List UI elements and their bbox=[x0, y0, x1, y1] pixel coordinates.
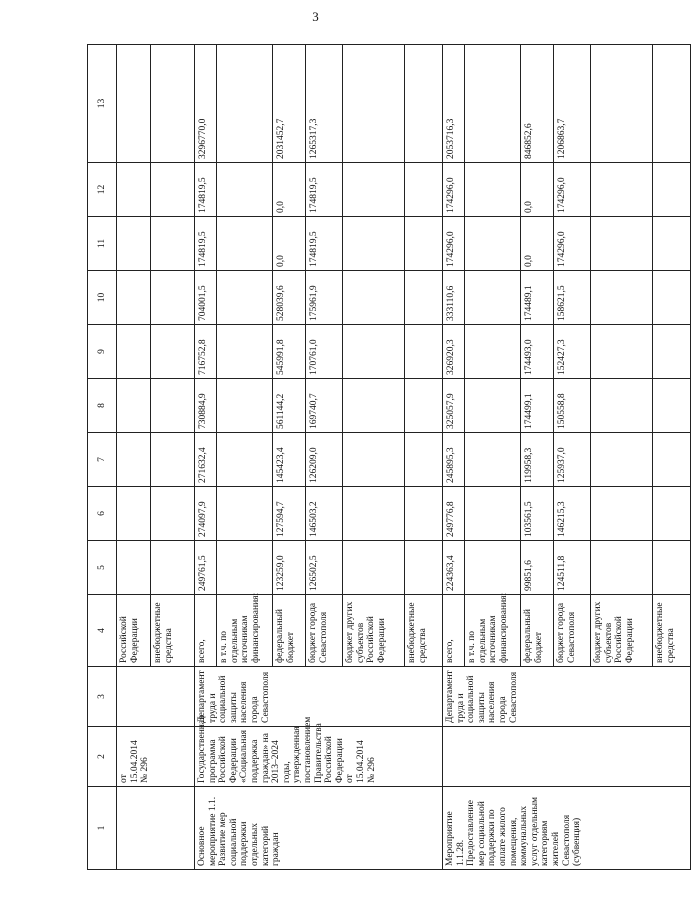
value-cell: 123259,0 bbox=[273, 541, 306, 595]
value-cell: 528039,6 bbox=[273, 271, 306, 325]
value-cell bbox=[117, 45, 151, 163]
source-label: федеральный бюджет bbox=[273, 595, 306, 667]
column-number: 6 bbox=[88, 487, 117, 541]
source-label: внебюджетные средства bbox=[151, 595, 195, 667]
value-cell bbox=[343, 271, 405, 325]
value-cell: 249776,8 bbox=[443, 487, 465, 541]
value-cell: 274097,9 bbox=[195, 487, 217, 541]
value-cell bbox=[151, 163, 195, 217]
column-number: 9 bbox=[88, 325, 117, 379]
table-row bbox=[443, 45, 465, 870]
value-cell: 145423,4 bbox=[273, 433, 306, 487]
value-cell bbox=[343, 163, 405, 217]
value-cell bbox=[343, 45, 405, 163]
value-cell: 124511,8 bbox=[554, 541, 591, 595]
value-cell: 152427,3 bbox=[554, 325, 591, 379]
value-cell: 174489,1 bbox=[521, 271, 554, 325]
value-cell bbox=[151, 541, 195, 595]
source-label: всего, bbox=[443, 595, 465, 667]
value-cell bbox=[465, 271, 521, 325]
value-cell: 3296770,0 bbox=[195, 45, 217, 163]
value-cell: 174296,0 bbox=[443, 217, 465, 271]
value-cell: 174819,5 bbox=[306, 163, 343, 217]
column-number: 5 bbox=[88, 541, 117, 595]
executor: Департамент труда и социальной защиты населения города Севастополя bbox=[195, 667, 443, 727]
value-cell bbox=[465, 379, 521, 433]
value-cell bbox=[591, 217, 653, 271]
value-cell bbox=[591, 45, 653, 163]
value-cell bbox=[405, 45, 443, 163]
value-cell bbox=[653, 217, 691, 271]
value-cell: 174296,0 bbox=[443, 163, 465, 217]
column-number: 3 bbox=[88, 667, 117, 727]
value-cell bbox=[151, 487, 195, 541]
value-cell bbox=[465, 541, 521, 595]
value-cell bbox=[117, 163, 151, 217]
value-cell bbox=[217, 217, 273, 271]
value-cell bbox=[591, 163, 653, 217]
value-cell bbox=[591, 487, 653, 541]
value-cell bbox=[405, 433, 443, 487]
program-ref: Государственная программа Российской Федерации «Социальная поддержка граждан» на 2013–2024 годы, утвержденная постановлением Правительства Российской Федерации от 15.04.2014 № 296 bbox=[195, 727, 443, 787]
value-cell: 0,0 bbox=[521, 217, 554, 271]
value-cell: 146503,2 bbox=[306, 487, 343, 541]
value-cell: 545991,8 bbox=[273, 325, 306, 379]
value-cell bbox=[343, 433, 405, 487]
value-cell bbox=[405, 325, 443, 379]
value-cell bbox=[151, 325, 195, 379]
table-row bbox=[195, 45, 217, 870]
value-cell bbox=[465, 217, 521, 271]
value-cell: 704001,5 bbox=[195, 271, 217, 325]
header-row bbox=[88, 45, 117, 870]
value-cell: 126209,0 bbox=[306, 433, 343, 487]
value-cell: 119958,3 bbox=[521, 433, 554, 487]
value-cell: 224363,4 bbox=[443, 541, 465, 595]
column-number: 10 bbox=[88, 271, 117, 325]
value-cell bbox=[343, 325, 405, 379]
value-cell: 0,0 bbox=[273, 217, 306, 271]
value-cell bbox=[653, 541, 691, 595]
value-cell bbox=[217, 541, 273, 595]
executor: Департамент труда и социальной защиты населения города Севастополя bbox=[443, 667, 691, 727]
value-cell: 271632,4 bbox=[195, 433, 217, 487]
value-cell bbox=[151, 379, 195, 433]
column-number: 4 bbox=[88, 595, 117, 667]
column-number: 1 bbox=[88, 787, 117, 870]
column-number: 11 bbox=[88, 217, 117, 271]
source-label: бюджет других субъектов Российской Федерации bbox=[591, 595, 653, 667]
carry-row bbox=[117, 45, 151, 870]
value-cell bbox=[405, 487, 443, 541]
empty-cell bbox=[117, 667, 195, 727]
value-cell bbox=[405, 379, 443, 433]
value-cell: 2053716,3 bbox=[443, 45, 465, 163]
value-cell: 326920,3 bbox=[443, 325, 465, 379]
value-cell bbox=[591, 433, 653, 487]
value-cell bbox=[405, 541, 443, 595]
value-cell: 125937,0 bbox=[554, 433, 591, 487]
value-cell bbox=[217, 433, 273, 487]
value-cell bbox=[117, 217, 151, 271]
value-cell bbox=[343, 379, 405, 433]
value-cell: 158621,5 bbox=[554, 271, 591, 325]
value-cell: 0,0 bbox=[521, 163, 554, 217]
column-number: 7 bbox=[88, 433, 117, 487]
value-cell bbox=[217, 163, 273, 217]
value-cell: 174819,5 bbox=[195, 217, 217, 271]
value-cell bbox=[653, 163, 691, 217]
value-cell bbox=[465, 325, 521, 379]
column-number: 12 bbox=[88, 163, 117, 217]
value-cell: 99851,6 bbox=[521, 541, 554, 595]
rotated-table-area bbox=[87, 45, 676, 870]
value-cell bbox=[653, 271, 691, 325]
value-cell: 174296,0 bbox=[554, 163, 591, 217]
source-label: всего, bbox=[195, 595, 217, 667]
source-label: в т.ч. по отдельным источникам финансирования: bbox=[217, 595, 273, 667]
rotated-table bbox=[87, 45, 676, 870]
value-cell: 174819,5 bbox=[195, 163, 217, 217]
value-cell: 716752,8 bbox=[195, 325, 217, 379]
value-cell: 174819,5 bbox=[306, 217, 343, 271]
value-cell bbox=[343, 487, 405, 541]
page-number: 3 bbox=[312, 9, 319, 24]
source-label: в т.ч. по отдельным источникам финансирования: bbox=[465, 595, 521, 667]
program-ref bbox=[443, 727, 691, 787]
value-cell bbox=[217, 325, 273, 379]
value-cell: 150558,8 bbox=[554, 379, 591, 433]
value-cell: 0,0 bbox=[273, 163, 306, 217]
value-cell bbox=[217, 271, 273, 325]
value-cell bbox=[465, 433, 521, 487]
source-label: Российской Федерации bbox=[117, 595, 151, 667]
value-cell: 249761,5 bbox=[195, 541, 217, 595]
measure-name: Основное мероприятие 1.1. Развитие мер социальной поддержки отдельных категорий граждан bbox=[195, 787, 443, 870]
value-cell: 126502,5 bbox=[306, 541, 343, 595]
value-cell bbox=[343, 217, 405, 271]
value-cell: 333110,6 bbox=[443, 271, 465, 325]
value-cell bbox=[405, 217, 443, 271]
column-number: 13 bbox=[88, 45, 117, 163]
value-cell bbox=[653, 379, 691, 433]
value-cell: 245895,3 bbox=[443, 433, 465, 487]
value-cell bbox=[117, 541, 151, 595]
value-cell: 146215,3 bbox=[554, 487, 591, 541]
value-cell: 561144,2 bbox=[273, 379, 306, 433]
value-cell bbox=[591, 271, 653, 325]
value-cell: 1206863,7 bbox=[554, 45, 591, 163]
carry-program-ref: от 15.04.2014 № 296 bbox=[117, 727, 195, 787]
empty-cell bbox=[117, 787, 195, 870]
source-label: бюджет города Севастополя bbox=[306, 595, 343, 667]
value-cell bbox=[653, 325, 691, 379]
value-cell bbox=[405, 163, 443, 217]
value-cell bbox=[117, 433, 151, 487]
value-cell bbox=[591, 541, 653, 595]
value-cell bbox=[591, 325, 653, 379]
finance-table bbox=[87, 44, 691, 870]
value-cell bbox=[151, 45, 195, 163]
source-label: федеральный бюджет bbox=[521, 595, 554, 667]
value-cell: 2031452,7 bbox=[273, 45, 306, 163]
source-label: бюджет города Севастополя bbox=[554, 595, 591, 667]
value-cell bbox=[151, 217, 195, 271]
column-number: 2 bbox=[88, 727, 117, 787]
source-label: внебюджетные средства bbox=[653, 595, 691, 667]
source-label: бюджет других субъектов Российской Федерации bbox=[343, 595, 405, 667]
column-number: 8 bbox=[88, 379, 117, 433]
value-cell: 846852,6 bbox=[521, 45, 554, 163]
value-cell bbox=[217, 379, 273, 433]
value-cell bbox=[117, 379, 151, 433]
value-cell: 730884,9 bbox=[195, 379, 217, 433]
value-cell: 175961,9 bbox=[306, 271, 343, 325]
value-cell: 170761,0 bbox=[306, 325, 343, 379]
value-cell bbox=[117, 325, 151, 379]
value-cell bbox=[653, 433, 691, 487]
value-cell: 174493,0 bbox=[521, 325, 554, 379]
value-cell bbox=[217, 45, 273, 163]
value-cell bbox=[465, 45, 521, 163]
value-cell bbox=[465, 487, 521, 541]
value-cell bbox=[117, 487, 151, 541]
measure-name: Мероприятие 1.1.28. Предоставление мер социальной поддержки по оплате жилого помещения, коммунальных услуг отдельным категориям жителей Севастополя (субвенция) bbox=[443, 787, 691, 870]
value-cell bbox=[217, 487, 273, 541]
value-cell: 325057,9 bbox=[443, 379, 465, 433]
value-cell: 1265317,3 bbox=[306, 45, 343, 163]
source-label: внебюджетные средства bbox=[405, 595, 443, 667]
value-cell: 103561,5 bbox=[521, 487, 554, 541]
value-cell bbox=[591, 379, 653, 433]
value-cell: 174499,1 bbox=[521, 379, 554, 433]
value-cell bbox=[151, 433, 195, 487]
value-cell: 174296,0 bbox=[554, 217, 591, 271]
value-cell bbox=[405, 271, 443, 325]
value-cell bbox=[343, 541, 405, 595]
value-cell: 169740,7 bbox=[306, 379, 343, 433]
value-cell bbox=[117, 271, 151, 325]
value-cell bbox=[465, 163, 521, 217]
value-cell bbox=[653, 45, 691, 163]
value-cell bbox=[151, 271, 195, 325]
value-cell bbox=[653, 487, 691, 541]
value-cell: 127594,7 bbox=[273, 487, 306, 541]
